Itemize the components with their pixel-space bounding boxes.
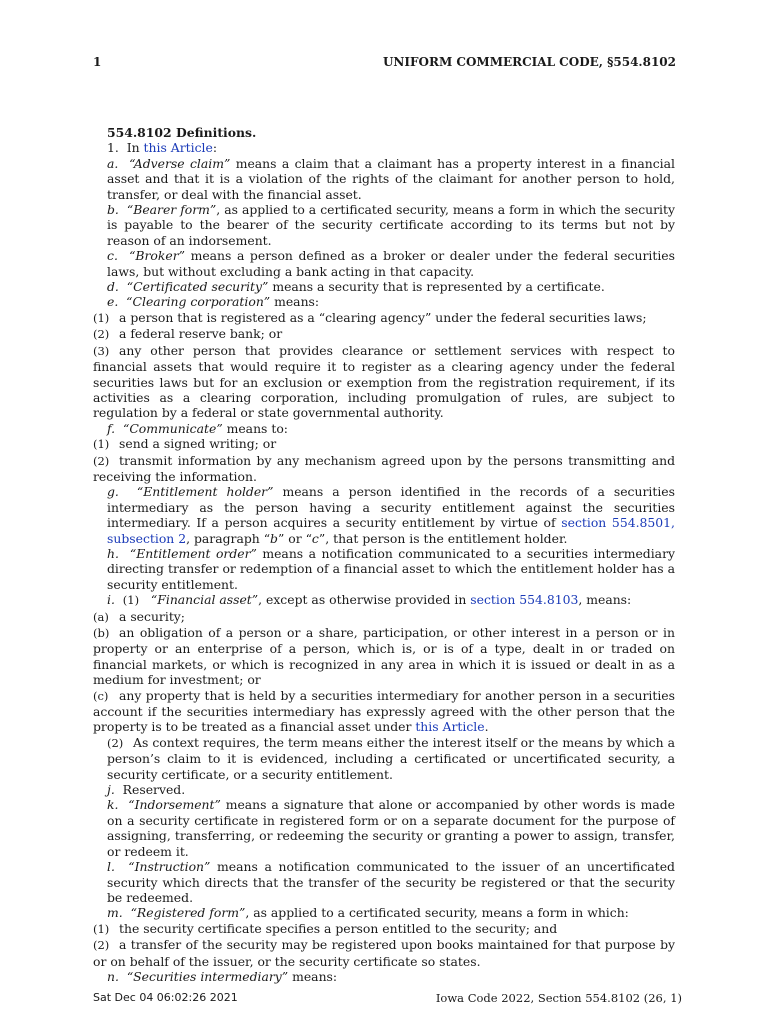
section-554-8103-link[interactable]: section 554.8103 [470,592,579,608]
running-header: UNIFORM COMMERCIAL CODE, §554.8102 [382,55,676,69]
definition-m: m. “Registered form”, as applied to a certificated security, means a form in which: [107,905,629,921]
section-554-8501-link[interactable]: section 554.8501, subsection 2 [107,515,675,546]
definition-i-item: (c) any property that is held by a securities intermediary for another person in a securities account if the securities intermediary has expressly agreed with the other person that the property is to be treated as a financial asset under this Article. [93,687,675,735]
definition-d: d. “Certificated security” means a security that is represented by a certificate. [107,279,605,295]
this-article-link[interactable]: this Article [143,140,213,156]
definition-j: j. Reserved. [107,782,186,798]
definition-i-paragraph-2: (2) As context requires, the term means either the interest itself or the means by which a person’s claim to it is evidenced, including a certificated or uncertificated security, a security certificate, or a security entitlement. [107,734,675,782]
footer-citation: Iowa Code 2022, Section 554.8102 (26, 1) [435,991,682,1005]
definition-e-item: (3) any other person that provides clearance or settlement services with respect to financial assets that would require it to register as a clearing agency under the federal securities laws but for an exclusion or exemption from the registration requirement, if its activities as a clearing corporation, including promulgation of rules, are subject to regulation by a federal or state governmental authority. [93,342,675,421]
this-article-link[interactable]: this Article [415,719,485,735]
definition-h: h. “Entitlement order” means a notification communicated to a securities intermediary directing transfer or redemption of a financial asset to which the entitlement holder has a security entitlement. [107,545,675,592]
definition-e-item: (2) a federal reserve bank; or [93,326,283,342]
definition-m-item: (2) a transfer of the security may be registered upon books maintained for that purpose by or on behalf of the issuer, or the security certificate so states. [93,937,675,969]
footer-timestamp: Sat Dec 04 06:02:26 2021 [93,991,238,1004]
definition-e: e. “Clearing corporation” means: [107,294,320,310]
definition-f-item: (2) transmit information by any mechanism agreed upon by the persons transmitting and receiving the information. [93,452,675,484]
definition-f-item: (1) send a signed writing; or [93,436,277,452]
definition-i-item: (b) an obligation of a person or a share, participation, or other interest in a person or in property or an enterprise of a person, which is, or is of a type, dealt in or traded on financial markets, or which is recognized in any area in which it is issued or dealt in as a medium for investment; or [93,625,675,688]
definition-l: l. “Instruction” means a notification communicated to the issuer of an uncertificated security which directs that the transfer of the security be registered or that the security be redeemed. [107,859,675,905]
definition-i-item: (a) a security; [93,608,185,624]
page-number: 1 [93,55,102,69]
definition-c: c. “Broker” means a person defined as a broker or dealer under the federal securities laws, but without excluding a bank acting in that capacity. [107,248,675,279]
definition-e-item: (1) a person that is registered as a “clearing agency” under the federal securities laws; [93,309,647,325]
section-title: 554.8102 Definitions. [107,125,257,140]
definition-b: b. “Bearer form”, as applied to a certificated security, means a form in which the security is payable to the bearer of the security certificate according to its terms but not by reason of an indorsement. [107,202,675,248]
definition-i: i. (1) “Financial asset”, except as otherwise provided in section 554.8103, means: [107,592,632,608]
definition-k: k. “Indorsement” means a signature that alone or accompanied by other words is made on a security certificate in registered form or on a separate document for the purpose of assigning, transferring, or redeeming the security or granting a power to assign, transfer, or redeem it. [107,797,675,859]
definition-n: n. “Securities intermediary” means: [107,968,338,984]
definition-a: a. “Adverse claim” means a claim that a claimant has a property interest in a financial asset and that it is a violation of the rights of the claimant for another person to hold, transfer, or deal with the financial asset. [107,155,675,202]
document-body [93,125,675,984]
definition-f: f. “Communicate” means to: [107,420,288,436]
definition-m-item: (1) the security certificate specifies a person entitled to the security; and [93,920,558,936]
definition-g: g. “Entitlement holder” means a person identified in the records of a securities intermediary as the person having a security entitlement against the securities intermediary. If a person acquires a security entitlement by virtue of section 554.8501, subsection 2, paragraph “b” or “c”, that person is the entitlement holder. [107,484,675,546]
subsection-1: 1. In this Article: [107,140,218,156]
